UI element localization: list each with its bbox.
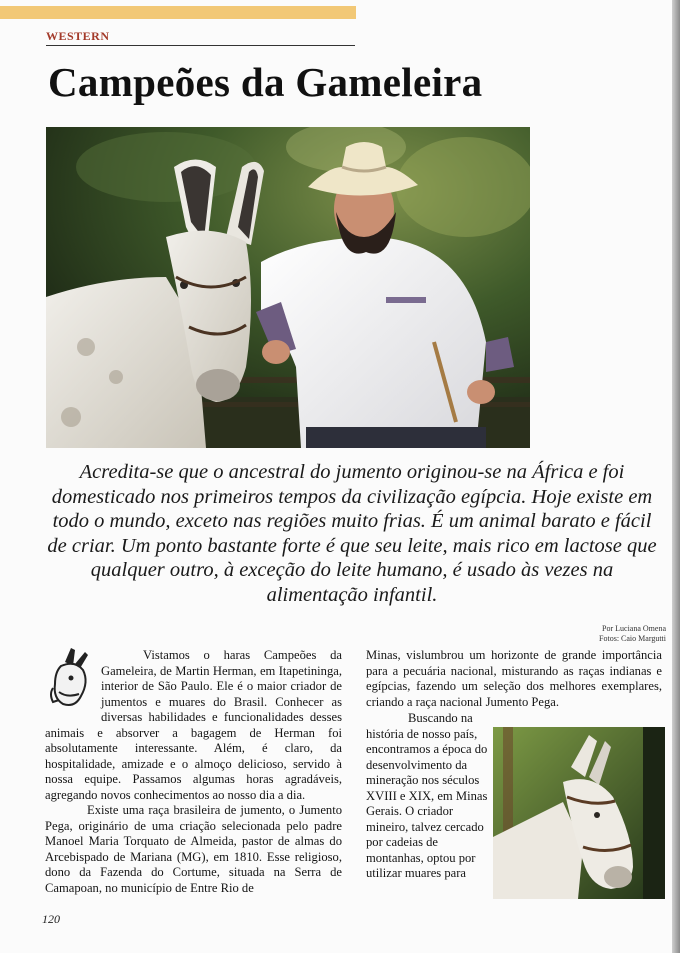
page-number: 120 [42,912,60,926]
header-color-bar [0,6,356,19]
article-lead: Acredita-se que o ancestral do jumento originou-se na África e foi domesticado nos primeiros tempos da civilização egípcia. Hoje existe em todo o mundo, exceto nas regiões muito frias. É um animal barato e fácil de criar. Um ponto bastante forte é que seu leite, mais rico em lactose que qualquer outro, à exceção do leite humano, é usado às vezes na alimentação infantil. [47,461,657,606]
body-column-2-wrap [366,711,489,882]
section-label: WESTERN [46,29,110,43]
body-paragraph: Existe uma raça brasileira de jumento, o Jumento Pega, originário de uma criação selecionada pelo padre Manoel Maria Torquato de Almeida, pastor de almas do Arcebispado de Mariana (MG), em 1810. Esse religioso, dono da Fazenda do Cortume, situada na Serra de Camapoan, no município de Entre Rio de [45,803,342,895]
body-column-2 [366,648,662,710]
main-photo [46,127,530,448]
body-paragraph: Vistamos o haras Campeões da Gameleira, de Martin Herman, em Itapetininga, interior de São Paulo. Ele é o maior criador de jumentos e muares do Brasil. Conhecer as diversas habilidades e funcionalidades desses animais e absorver a bagagem de Herman foi absolutamente interessante. Além, é claro, da hospitalidade, amizade e o almoço delicioso, servido à nossa equipe. Passamos algumas horas agradáveis, agregando novos conhecimentos ao nosso dia a dia. [45,648,342,802]
article-credits [560,624,666,644]
donkey-head-icon [45,648,97,718]
body-paragraph: Minas, vislumbrou um horizonte de grande importância para a pecuária nacional, misturando as raças indianas e egípcias, fazendo um seleção dos melhores exemplares, criando a raça nacional Jumento Pega. [366,648,662,709]
article-title: Campeões da Gameleira [48,59,483,105]
body-column-1 [45,648,342,896]
mule-photo [493,727,665,899]
photo-credit: Fotos: Caio Margutti [599,634,666,643]
header-rule [46,45,355,46]
page-edge-shadow [672,0,680,953]
body-paragraph: Buscando na história de nosso país, encontramos a época do desenvolvimento da mineração nos séculos XVIII e XIX, em Minas Gerais. O criador mineiro, talvez cercado por cadeias de montanhas, optou por utilizar muares para [366,711,488,880]
author-credit: Por Luciana Omena [602,624,666,633]
